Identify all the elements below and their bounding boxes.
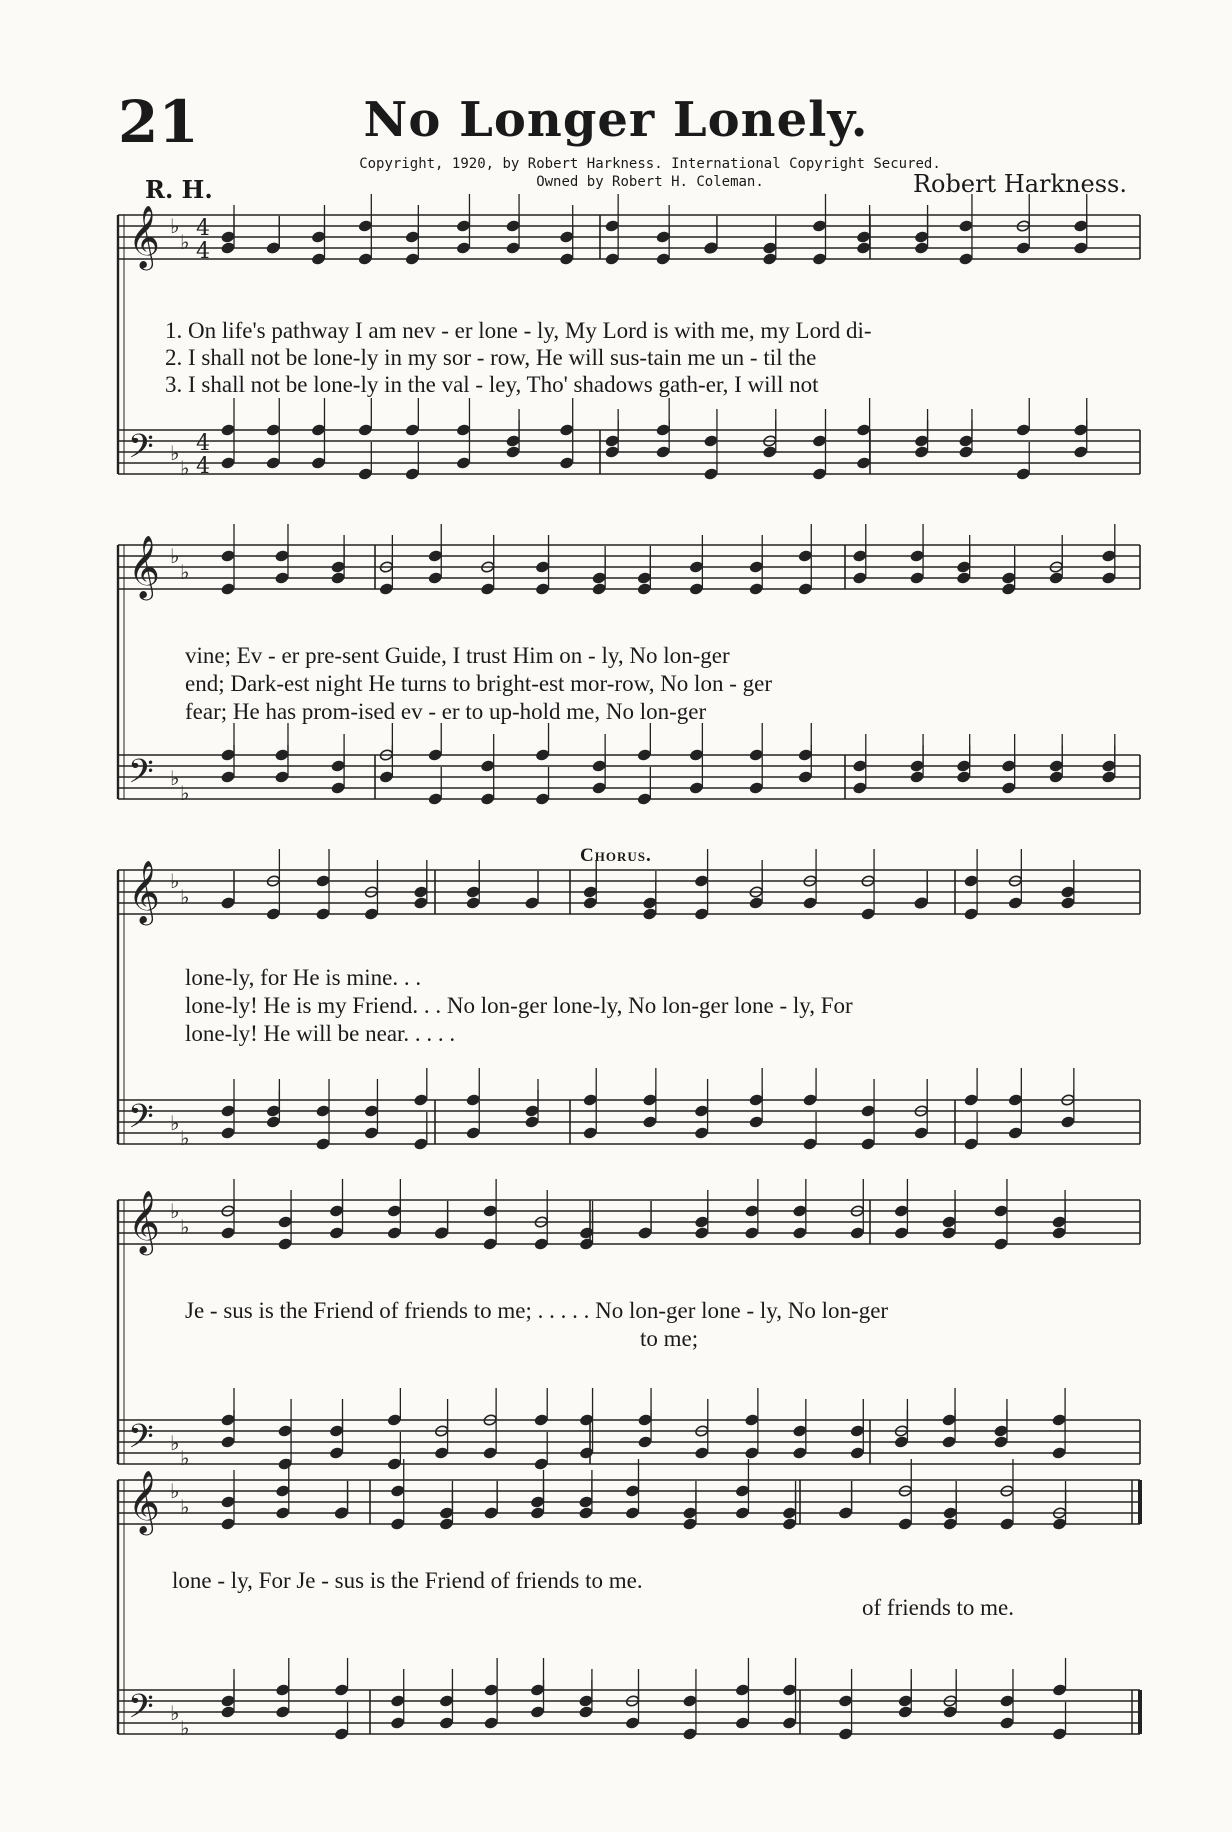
svg-text:♭: ♭ — [180, 456, 190, 480]
svg-text:♭: ♭ — [170, 544, 180, 568]
svg-text:♭: ♭ — [170, 1701, 180, 1725]
svg-text:♭: ♭ — [180, 230, 190, 254]
svg-text:𝄞: 𝄞 — [128, 1190, 160, 1253]
svg-text:𝄞: 𝄞 — [128, 205, 160, 268]
chorus-label: Chorus. — [580, 845, 652, 866]
hymn-number: 21 — [118, 88, 199, 156]
lyric-s3-v2: lone-ly! He is my Friend. . . No lon-ger lone-ly, No lon-ger lone - ly, For — [185, 993, 853, 1018]
svg-text:4: 4 — [196, 216, 210, 241]
svg-text:♭: ♭ — [180, 885, 190, 909]
svg-text:♭: ♭ — [180, 1716, 190, 1740]
svg-text:𝄢: 𝄢 — [128, 1688, 154, 1734]
svg-text:𝄢: 𝄢 — [128, 428, 154, 474]
svg-text:4: 4 — [196, 239, 210, 264]
lyric-s4-line2: to me; — [640, 1326, 699, 1351]
svg-text:♭: ♭ — [170, 869, 180, 893]
music-system-2 — [118, 535, 1140, 805]
lyric-s4-line1: Je - sus is the Friend of friends to me; . . . . . No lon-ger lone - ly, No lon-ger — [185, 1298, 889, 1323]
lyric-s5-line1: lone - ly, For Je - sus is the Friend of friends to me. — [172, 1568, 643, 1593]
lyric-s5-line2: of friends to me. — [862, 1595, 1015, 1620]
svg-text:♭: ♭ — [180, 1446, 190, 1470]
lyric-s1-v3: 3. I shall not be lone-ly in the val - ley, Tho' shadows gath-er, I will not — [165, 372, 819, 397]
svg-text:♭: ♭ — [170, 766, 180, 790]
lyric-s3-v1: lone-ly, for He is mine. . . — [185, 965, 422, 990]
lyric-s2-v2: end; Dark-est night He turns to bright-est mor-row, No lon - ger — [185, 671, 772, 696]
copyright-line-2: Owned by Robert H. Coleman. — [536, 174, 764, 190]
svg-text:4: 4 — [196, 454, 210, 479]
lyric-s2-v3: fear; He has prom-ised ev - er to up-hold me, No lon-ger — [185, 699, 707, 724]
hymn-title: No Longer Lonely. — [363, 92, 869, 148]
svg-text:♭: ♭ — [170, 1431, 180, 1455]
svg-text:♭: ♭ — [180, 1126, 190, 1150]
svg-text:𝄞: 𝄞 — [128, 860, 160, 923]
svg-text:♭: ♭ — [180, 1495, 190, 1519]
svg-text:𝄞: 𝄞 — [128, 535, 160, 598]
composer-name: Robert Harkness. — [912, 170, 1127, 198]
lyric-s2-v1: vine; Ev - er pre-sent Guide, I trust Him on - ly, No lon-ger — [185, 643, 730, 668]
lyric-s1-v2: 2. I shall not be lone-ly in my sor - row, He will sus-tain me un - til the — [165, 345, 817, 370]
music-system-4 — [118, 1190, 1140, 1470]
svg-text:♭: ♭ — [170, 441, 180, 465]
svg-text:4: 4 — [196, 431, 210, 456]
svg-text:♭: ♭ — [170, 214, 180, 238]
svg-text:𝄢: 𝄢 — [128, 753, 154, 799]
svg-text:𝄢: 𝄢 — [128, 1418, 154, 1464]
svg-text:𝄞: 𝄞 — [128, 1470, 160, 1533]
svg-text:♭: ♭ — [180, 560, 190, 584]
svg-text:♭: ♭ — [170, 1479, 180, 1503]
svg-text:♭: ♭ — [180, 781, 190, 805]
lyricist-initials: R. H. — [145, 175, 213, 204]
svg-text:♭: ♭ — [170, 1111, 180, 1135]
copyright-line-1: Copyright, 1920, by Robert Harkness. International Copyright Secured. — [359, 156, 941, 172]
svg-text:♭: ♭ — [170, 1199, 180, 1223]
svg-text:𝄢: 𝄢 — [128, 1098, 154, 1144]
lyric-s3-v3: lone-ly! He will be near. . . . . — [185, 1021, 456, 1046]
lyric-s1-v1: 1. On life's pathway I am nev - er lone - ly, My Lord is with me, my Lord di- — [165, 318, 872, 343]
svg-text:♭: ♭ — [180, 1215, 190, 1239]
